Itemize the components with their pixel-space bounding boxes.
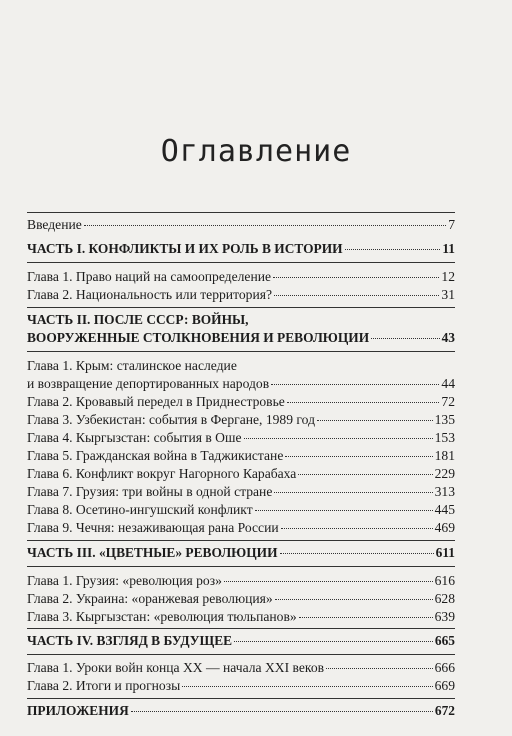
toc-entry-label: и возвращение депортированных народов: [27, 376, 270, 391]
toc-entry-part-2[interactable]: [27, 329, 455, 347]
toc-entry-page: 611: [435, 545, 455, 560]
toc-entry-label: Глава 7. Грузия: три войны в одной стране: [27, 484, 273, 499]
toc-entry-chapter[interactable]: [27, 393, 455, 411]
toc-entry-page: 469: [434, 520, 455, 535]
divider: [27, 307, 455, 308]
toc-entry-page: 43: [441, 330, 455, 345]
toc-entry-chapter[interactable]: [27, 483, 455, 501]
toc-entry-page: 665: [434, 633, 455, 648]
leader-dots: [345, 249, 441, 250]
leader-dots: [131, 711, 433, 712]
divider: [27, 628, 455, 629]
divider: [27, 351, 455, 352]
leader-dots: [244, 438, 433, 439]
toc-entry-page: 135: [434, 412, 455, 427]
toc-entry-chapter[interactable]: [27, 659, 455, 677]
toc-entry-label: Глава 1. Грузия: «революция роз»: [27, 573, 222, 588]
leader-dots: [299, 617, 433, 618]
toc-entry-chapter[interactable]: [27, 429, 455, 447]
toc-entry-label: Глава 3. Кыргызстан: «революция тюльпанов»: [27, 609, 297, 624]
toc-entry-page: 11: [442, 241, 455, 256]
toc-entry-page: 445: [434, 502, 455, 517]
toc-entry-label: Глава 8. Осетино-ингушский конфликт: [27, 502, 253, 517]
leader-dots: [274, 295, 439, 296]
toc-entry-chapter[interactable]: [27, 375, 455, 393]
leader-dots: [274, 492, 432, 493]
toc-entry-label: Глава 2. Итоги и прогнозы: [27, 678, 181, 693]
toc-entry-chapter[interactable]: [27, 465, 455, 483]
toc-entry-label: Глава 5. Гражданская война в Таджикистане: [27, 448, 284, 463]
toc-entry-chapter[interactable]: [27, 447, 455, 465]
toc-entry-page: 313: [434, 484, 455, 499]
toc-entry-label: Глава 2. Украина: «оранжевая революция»: [27, 591, 273, 606]
leader-dots: [281, 528, 433, 529]
leader-dots: [280, 553, 434, 554]
toc-entry-label: Глава 2. Национальность или территория?: [27, 287, 272, 302]
leader-dots: [224, 581, 433, 582]
toc-entry-part-2-lead[interactable]: ЧАСТЬ II. ПОСЛЕ СССР: ВОЙНЫ,: [27, 312, 249, 327]
toc-entry-label: Глава 1. Уроки войн конца XX — начала XXI веков: [27, 660, 325, 675]
toc-entry-label: ЧАСТЬ I. КОНФЛИКТЫ И ИХ РОЛЬ В ИСТОРИИ: [27, 241, 343, 256]
toc-entry-introduction[interactable]: [27, 216, 455, 234]
toc-entry-chapter[interactable]: [27, 608, 455, 626]
leader-dots: [317, 420, 433, 421]
toc-entry-label: Глава 2. Кровавый передел в Приднестровье: [27, 394, 285, 409]
leader-dots: [371, 338, 439, 339]
leader-dots: [298, 474, 432, 475]
toc-entry-page: 44: [441, 376, 455, 391]
toc-entry-appendices[interactable]: [27, 702, 455, 720]
toc-entry-label: ВООРУЖЕННЫЕ СТОЛКНОВЕНИЯ И РЕВОЛЮЦИИ: [27, 330, 370, 345]
leader-dots: [271, 384, 439, 385]
toc-entry-label: Глава 6. Конфликт вокруг Нагорного Карабаха: [27, 466, 297, 481]
toc-entry-label: Глава 4. Кыргызстан: события в Оше: [27, 430, 242, 445]
toc-entry-chapter[interactable]: [27, 677, 455, 695]
divider: [27, 262, 455, 263]
toc-entry-label: ЧАСТЬ IV. ВЗГЛЯД В БУДУЩЕЕ: [27, 633, 233, 648]
toc-entry-chapter[interactable]: [27, 590, 455, 608]
leader-dots: [285, 456, 432, 457]
page-title: Оглавление: [160, 134, 352, 169]
toc-entry-chapter[interactable]: [27, 286, 455, 304]
toc-entry-part-4[interactable]: [27, 632, 455, 650]
leader-dots: [255, 510, 433, 511]
toc-entry-chapter-lead[interactable]: Глава 1. Крым: сталинское наследие: [27, 358, 237, 373]
toc-entry-page: 666: [434, 660, 455, 675]
toc-entry-page: 181: [434, 448, 455, 463]
toc-entry-part-3[interactable]: [27, 544, 455, 562]
divider: [27, 540, 455, 541]
leader-dots: [273, 277, 439, 278]
divider: [27, 698, 455, 699]
divider: [27, 566, 455, 567]
toc-entry-page: 153: [434, 430, 455, 445]
toc-entry-chapter[interactable]: [27, 519, 455, 537]
toc-entry-label: Глава 3. Узбекистан: события в Фергане, 1989 год: [27, 412, 315, 427]
toc-entry-page: 616: [434, 573, 455, 588]
toc-entry-page: 72: [441, 394, 455, 409]
leader-dots: [326, 668, 433, 669]
toc-entry-page: 229: [434, 466, 455, 481]
toc-entry-chapter[interactable]: [27, 501, 455, 519]
toc-entry-label: Глава 9. Чечня: незаживающая рана России: [27, 520, 279, 535]
toc-entry-page: 628: [434, 591, 455, 606]
divider: [27, 212, 455, 213]
leader-dots: [287, 402, 440, 403]
leader-dots: [234, 641, 433, 642]
leader-dots: [84, 225, 446, 226]
toc-entry-chapter[interactable]: [27, 411, 455, 429]
toc-entry-part-1[interactable]: [27, 240, 455, 258]
leader-dots: [275, 599, 433, 600]
toc-entry-label: Глава 1. Право наций на самоопределение: [27, 269, 272, 284]
toc-entry-chapter[interactable]: [27, 572, 455, 590]
toc-entry-page: 7: [448, 217, 455, 232]
toc-entry-page: 672: [434, 703, 455, 718]
leader-dots: [182, 686, 432, 687]
toc-entry-page: 12: [441, 269, 455, 284]
divider: [27, 654, 455, 655]
toc-entry-label: ПРИЛОЖЕНИЯ: [27, 703, 129, 718]
toc-entry-label: ЧАСТЬ III. «ЦВЕТНЫЕ» РЕВОЛЮЦИИ: [27, 545, 278, 560]
toc-entry-page: 639: [434, 609, 455, 624]
toc-entry-chapter[interactable]: [27, 268, 455, 286]
toc-entry-page: 31: [441, 287, 455, 302]
toc-entry-page: 669: [434, 678, 455, 693]
toc-entry-label: Введение: [27, 217, 82, 232]
